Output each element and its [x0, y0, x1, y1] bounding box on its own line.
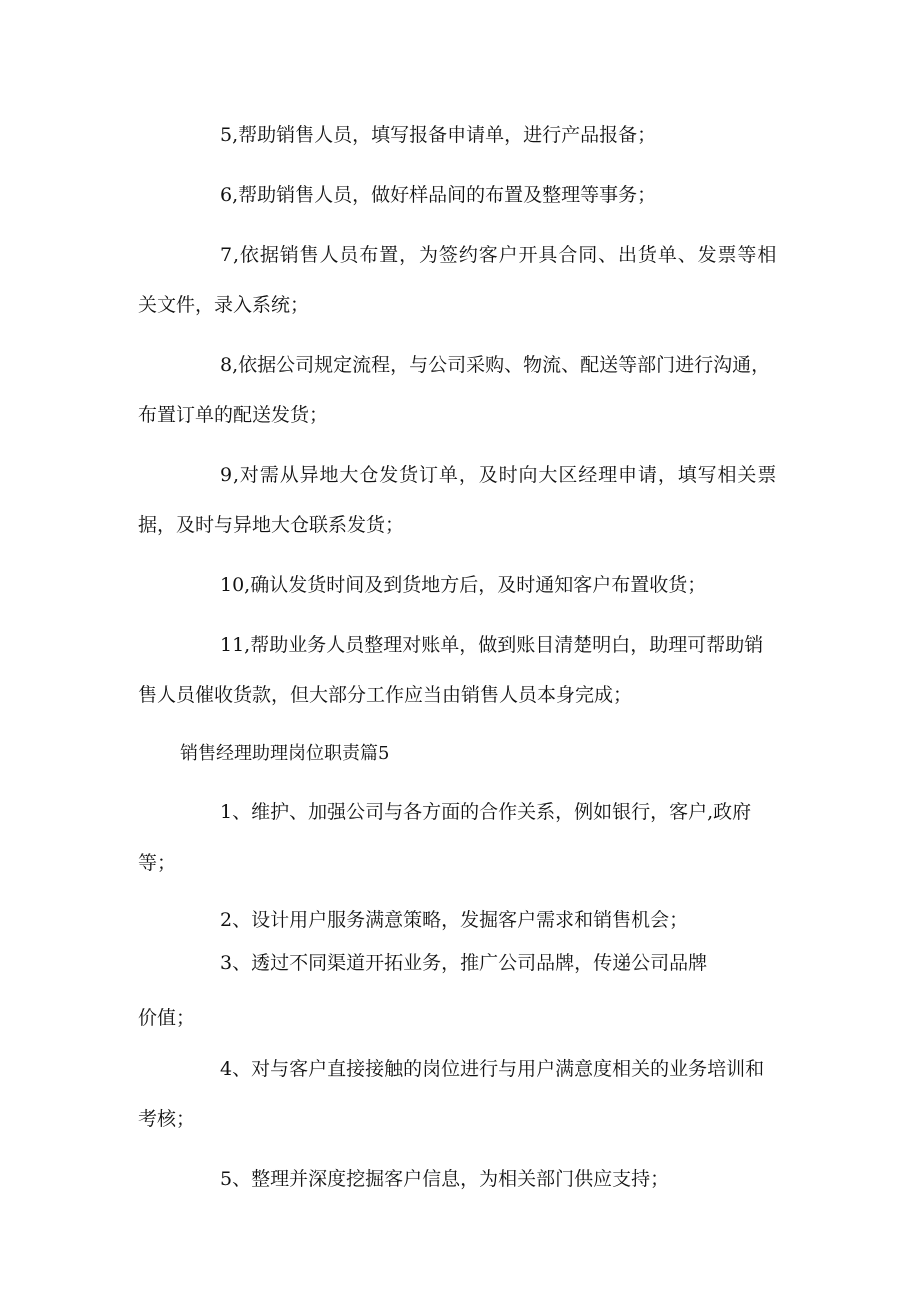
- paragraph-line: 11,帮助业务人员整理对账单，做到账目清楚明白，助理可帮助销: [220, 634, 764, 656]
- paragraph-line: 3、透过不同渠道开拓业务，推广公司品牌，传递公司品牌: [220, 952, 708, 974]
- paragraph-line: 关文件，录入系统；: [138, 294, 310, 316]
- paragraph-line: 7,依据销售人员布置，为签约客户开具合同、出货单、发票等相: [220, 244, 778, 266]
- paragraph-line: 2、设计用户服务满意策略，发掘客户需求和销售机会；: [220, 909, 689, 931]
- paragraph-line: 1、维护、加强公司与各方面的合作关系，例如银行，客户,政府: [220, 801, 752, 823]
- paragraph-line: 价值；: [138, 1007, 196, 1029]
- paragraph-line: 据，及时与异地大仓联系发货；: [138, 514, 405, 536]
- paragraph-line: 9,对需从异地大仓发货订单，及时向大区经理申请，填写相关票: [220, 464, 778, 486]
- paragraph-line: 布置订单的配送发货；: [138, 404, 329, 426]
- paragraph-line: 5,帮助销售人员，填写报备申请单，进行产品报备；: [220, 124, 657, 146]
- paragraph-line: 10,确认发货时间及到货地方后，及时通知客户布置收货；: [220, 574, 707, 596]
- paragraph-line: 4、对与客户直接接触的岗位进行与用户满意度相关的业务培训和: [220, 1058, 765, 1080]
- paragraph-line: 等；: [138, 852, 177, 874]
- paragraph-line: 5、整理并深度挖掘客户信息，为相关部门供应支持；: [220, 1168, 670, 1190]
- paragraph-line: 8,依据公司规定流程，与公司采购、物流、配送等部门进行沟通，: [220, 354, 771, 376]
- paragraph-line: 考核；: [138, 1108, 196, 1130]
- section-title: 销售经理助理岗位职责篇5: [180, 743, 390, 764]
- paragraph-line: 售人员催收货款，但大部分工作应当由销售人员本身完成；: [138, 684, 633, 706]
- paragraph-line: 6,帮助销售人员，做好样品间的布置及整理等事务；: [220, 184, 657, 206]
